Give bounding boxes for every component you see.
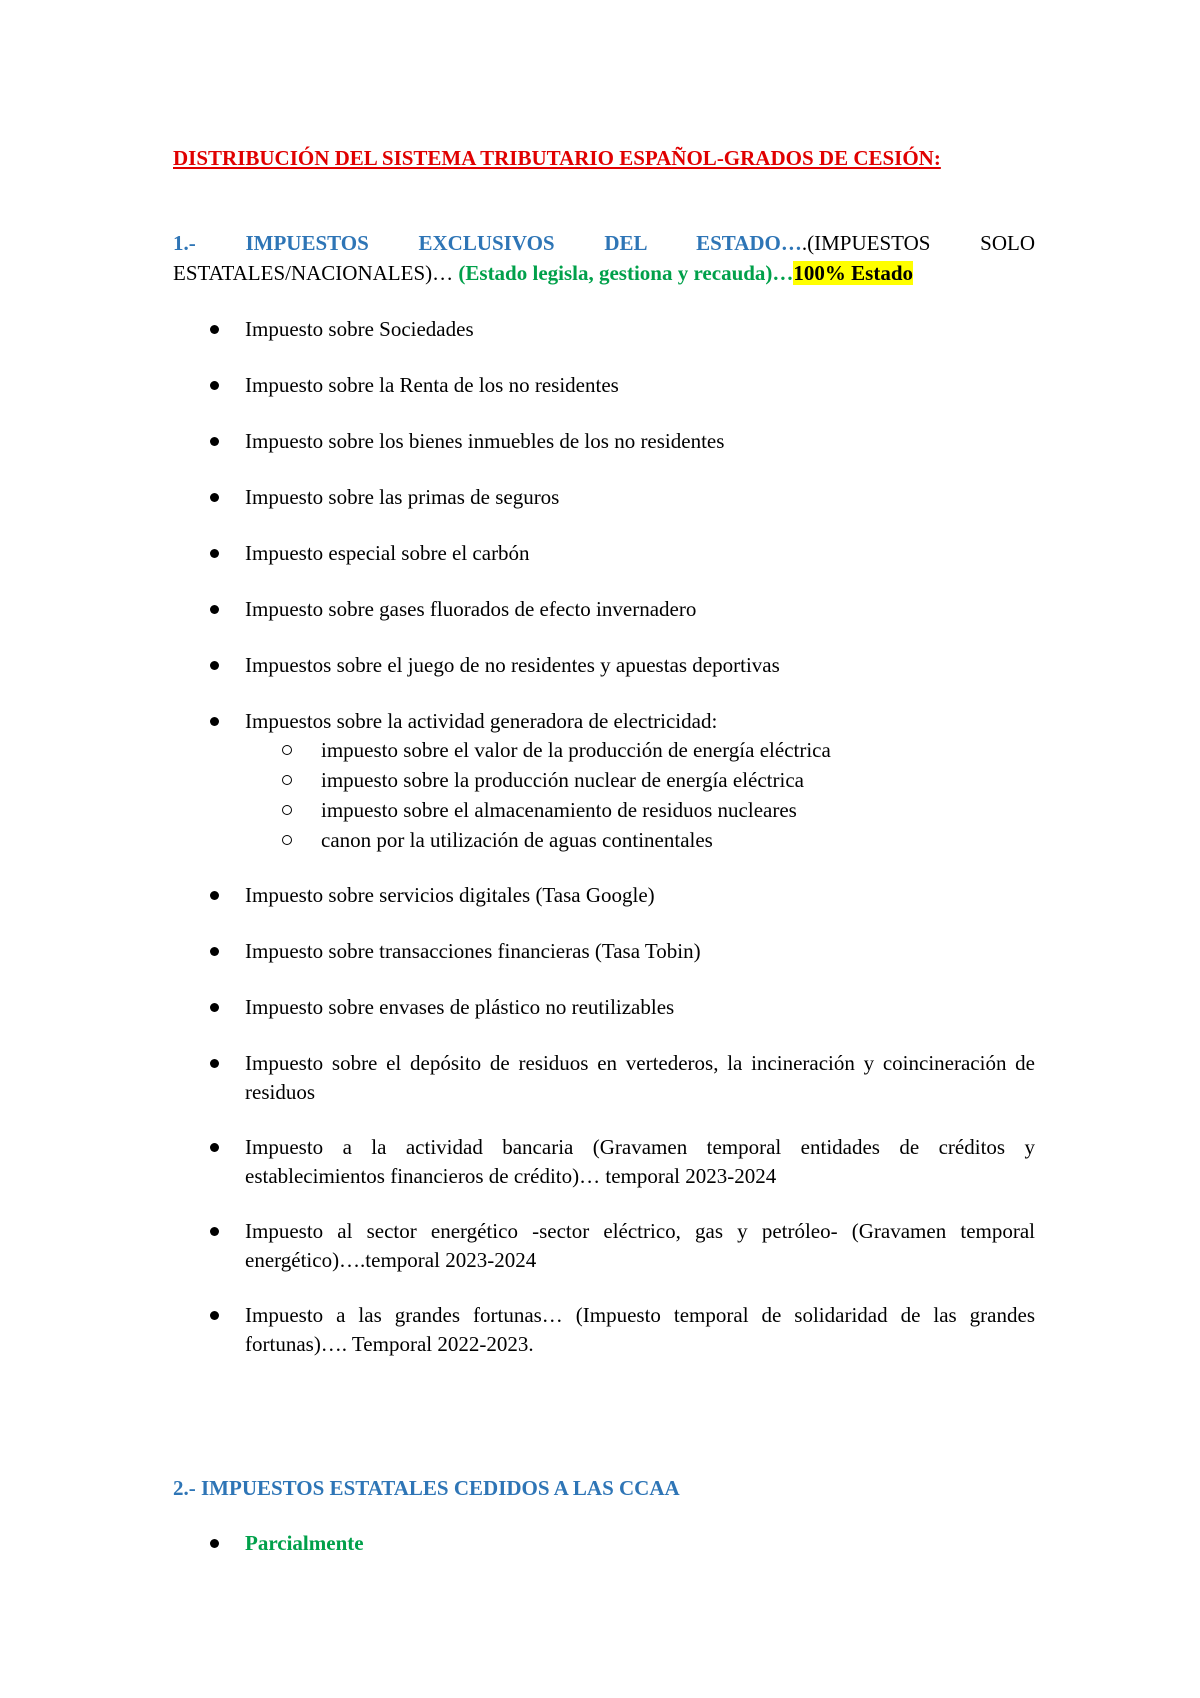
list-item: Impuesto a la actividad bancaria (Gravamen temporal entidades de créditos y establecimientos financieros de crédito)… temporal 2023-2024 <box>245 1133 1035 1191</box>
section-2-title: 2.- IMPUESTOS ESTATALES CEDIDOS A LAS CCAA <box>173 1476 680 1500</box>
list-item: Impuesto sobre transacciones financieras (Tasa Tobin) <box>245 937 1035 966</box>
section-1-highlight: 100% Estado <box>793 261 914 285</box>
bullet-icon <box>210 437 219 446</box>
section-1-intro <box>173 228 1035 288</box>
list-item: Impuestos sobre el juego de no residentes y apuestas deportivas <box>245 651 1035 680</box>
list-item: Parcialmente <box>245 1529 1035 1558</box>
list-item: Impuesto sobre servicios digitales (Tasa Google) <box>245 881 1035 910</box>
sub-list-item: impuesto sobre la producción nuclear de energía eléctrica <box>321 766 1035 795</box>
list-item: Impuesto sobre los bienes inmuebles de los no residentes <box>245 427 1035 456</box>
sub-list-item: canon por la utilización de aguas continentales <box>321 826 1035 855</box>
bullet-icon <box>210 1059 219 1068</box>
section-1-green-text: (Estado legisla, gestiona y recauda)… <box>458 261 794 285</box>
bullet-icon <box>210 1143 219 1152</box>
list-item: Impuesto sobre la Renta de los no residentes <box>245 371 1035 400</box>
bullet-icon <box>210 549 219 558</box>
list-item: Impuesto sobre las primas de seguros <box>245 483 1035 512</box>
circle-bullet-icon <box>282 745 292 755</box>
bullet-icon <box>210 1311 219 1320</box>
bullet-icon <box>210 605 219 614</box>
list-item: Impuestos sobre la actividad generadora de electricidad: <box>245 707 1035 736</box>
list-item: Impuesto sobre envases de plástico no reutilizables <box>245 993 1035 1022</box>
bullet-icon <box>210 717 219 726</box>
bullet-icon <box>210 891 219 900</box>
bullet-icon <box>210 381 219 390</box>
circle-bullet-icon <box>282 775 292 785</box>
list-item: Impuesto sobre gases fluorados de efecto invernadero <box>245 595 1035 624</box>
list-item: Impuesto sobre Sociedades <box>245 315 1035 344</box>
list-item: Impuesto a las grandes fortunas… (Impuesto temporal de solidaridad de las grandes fortunas)…. Temporal 2022-2023. <box>245 1301 1035 1359</box>
section-1-plain-text: .(IMPUESTOS SOLO ESTATALES/NACIONALES)… <box>173 231 1035 285</box>
list-item: Impuesto especial sobre el carbón <box>245 539 1035 568</box>
bullet-icon <box>210 493 219 502</box>
circle-bullet-icon <box>282 805 292 815</box>
sub-list-item: impuesto sobre el valor de la producción de energía eléctrica <box>321 736 1035 765</box>
section-1-title: 1.- IMPUESTOS EXCLUSIVOS DEL ESTADO… <box>173 231 802 255</box>
sub-list-item: impuesto sobre el almacenamiento de residuos nucleares <box>321 796 1035 825</box>
document-heading: DISTRIBUCIÓN DEL SISTEMA TRIBUTARIO ESPAÑOL-GRADOS DE CESIÓN: <box>173 146 941 170</box>
bullet-icon <box>210 1003 219 1012</box>
bullet-icon <box>210 1227 219 1236</box>
circle-bullet-icon <box>282 835 292 845</box>
bullet-icon <box>210 661 219 670</box>
bullet-icon <box>210 947 219 956</box>
list-item: Impuesto al sector energético -sector eléctrico, gas y petróleo- (Gravamen temporal energético)….temporal 2023-2024 <box>245 1217 1035 1275</box>
list-item: Impuesto sobre el depósito de residuos en vertederos, la incineración y coincineración de residuos <box>245 1049 1035 1107</box>
bullet-icon <box>210 1539 219 1548</box>
bullet-icon <box>210 325 219 334</box>
